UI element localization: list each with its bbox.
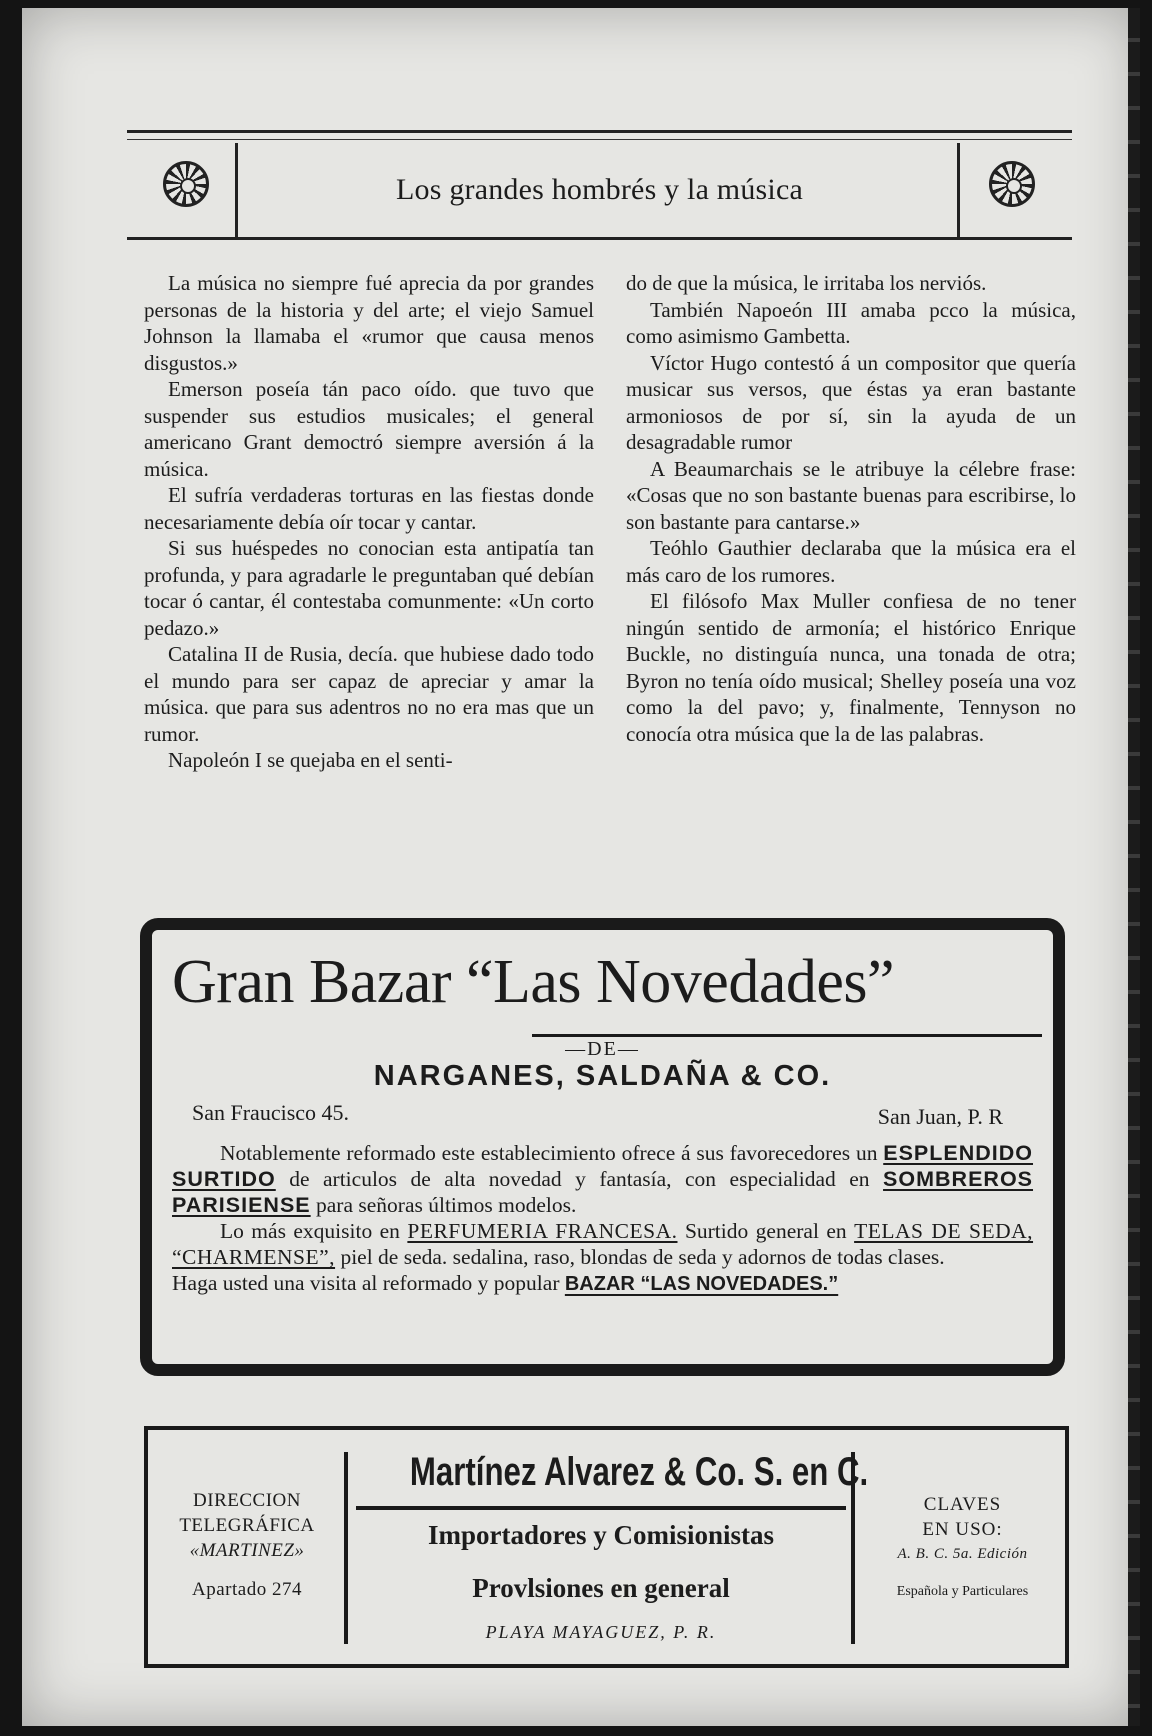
ad-company: Martínez Alvarez & Co. S. en C. (409, 1450, 869, 1494)
magazine-page (22, 8, 1140, 1726)
ad-text: Notablemente reformado este establecimiento ofrece á sus favorecedores un (220, 1141, 878, 1165)
ad-text: Lo más exquisito en (220, 1219, 400, 1243)
article-column-right (626, 270, 1076, 774)
paragraph: El filósofo Max Muller confiesa de no tener ningún sentido de armonía; el histórico Enrique Buckle, no distinguía nunca, una tonada de otra; Byron no tenía oído musical; Shelley poseía una voz como la del pavo; y, finalmente, Tennyson no conocía otra música que la de las palabras. (626, 589, 1076, 746)
ad-highlight: SOMBREROS PARISIENSE (172, 1167, 1034, 1217)
codes-languages: Española y Particulares (896, 1584, 1029, 1599)
article-body (144, 270, 1076, 774)
paragraph: Napoleón I se quejaba en el senti- (168, 748, 453, 772)
article-column-left (144, 270, 594, 774)
ad-title: Gran Bazar “Las Novedades” (172, 948, 895, 1016)
ad-paragraph (172, 1218, 1033, 1270)
ad-text: de articulos de alta novedad y fantasía, con especialidad en (289, 1167, 870, 1191)
article-header (127, 130, 1072, 240)
advertisement-martinez (144, 1426, 1069, 1668)
ad-address-city: San Juan, P. R (877, 1104, 1003, 1129)
ad-divider-left (344, 1452, 348, 1644)
page-title: Los grandes hombrés y la música (396, 173, 803, 206)
codes-label: CLAVES (923, 1494, 1002, 1515)
paragraph-continuation: do de que la música, le irritaba los nerviós. (626, 271, 987, 295)
paragraph: Si sus huéspedes no conocian esta antipatía tan profunda, y para agradarle le preguntaban qué debían tocar ó cantar, él contestaba comunmente: «Un corto pedazo.» (144, 536, 594, 640)
ad-paragraph (172, 1140, 1033, 1218)
paragraph: También Napoeón III amaba pcco la música, como asimismo Gambetta. (626, 297, 1076, 348)
paragraph: El sufría verdaderas torturas en las fiestas donde necesariamente debía oír tocar y cantar. (144, 483, 594, 534)
ad-location: PLAYA MAYAGUEZ, P. R. (485, 1622, 717, 1642)
ad-divider-right (851, 1452, 855, 1644)
telegraph-info (162, 1488, 332, 1602)
paragraph: Teóhlo Gauthier declaraba que la música era el más caro de los rumores. (626, 536, 1076, 587)
ad-text: piel de seda. sedalina, raso, blondas de seda y adornos de todas clases. (340, 1245, 945, 1269)
ad-text: Haga usted una visita al reformado y popular (172, 1271, 560, 1295)
paragraph: Víctor Hugo contestó á un compositor que quería musicar sus versos, que éstas ya eran bastante armoniosos de por sí, sin la ayuda de un desagradable rumor (626, 350, 1076, 454)
ad-address-street: San Fraucisco 45. (192, 1100, 350, 1125)
page-edge (1128, 8, 1140, 1726)
codes-edition: A. B. C. 5a. Edición (897, 1546, 1028, 1562)
codes-label: EN USO: (922, 1519, 1003, 1540)
ad-highlight: “CHARMENSE”, (172, 1245, 336, 1269)
ad-de: —DE— (565, 1038, 640, 1060)
codes-info (860, 1492, 1065, 1604)
ad-highlight: TELAS DE SEDA, (854, 1219, 1034, 1243)
paragraph: A Beaumarchais se le atribuye la célebre frase: «Cosas que no son bastante buenas para escribirse, lo son bastante para cantarse.» (626, 456, 1076, 534)
ad-text: Surtido general en (684, 1219, 847, 1243)
ad-body (172, 1140, 1033, 1297)
telegraph-label: DIRECCION (193, 1490, 301, 1511)
ad-paragraph (172, 1270, 1033, 1297)
paragraph: Emerson poseía tán paco oído. que tuvo que suspender sus estudios musicales; el general americano Grant democtró siempre aversión á la música. (144, 377, 594, 481)
ad-highlight: BAZAR “LAS NOVEDADES.” (564, 1273, 839, 1295)
ad-main (356, 1448, 869, 1643)
ad-highlight: PERFUMERIA FRANCESA. (407, 1219, 678, 1243)
rosette-icon (989, 161, 1035, 207)
advertisement-bazar (140, 918, 1065, 1376)
ad-rule (356, 1506, 846, 1510)
ad-subtitle: Importadores y Comisionistas (427, 1520, 775, 1550)
telegraph-code: «MARTINEZ» (189, 1540, 305, 1561)
paragraph: La música no siempre fué aprecia da por grandes personas de la historia y del arte; el viejo Samuel Johnson la llamaba el «rumor que causa menos disgustos.» (144, 271, 594, 375)
ad-title-rule (532, 1034, 1042, 1037)
po-box: Apartado 274 (192, 1579, 302, 1600)
ad-highlight: ESPLENDIDO SURTIDO (172, 1141, 1034, 1191)
ad-provisions: Provlsiones en general (472, 1573, 730, 1603)
ad-company: NARGANES, SALDAÑA & CO. (373, 1060, 832, 1092)
ad-text: para señoras últimos modelos. (316, 1193, 577, 1217)
telegraph-label: TELEGRÁFICA (179, 1515, 315, 1536)
paragraph: Catalina II de Rusia, decía. que hubiese dado todo el mundo para ser capaz de apreciar y amar la música. que para sus adentros no no era mas que un rumor. (144, 642, 594, 746)
header-rule (127, 139, 1072, 140)
